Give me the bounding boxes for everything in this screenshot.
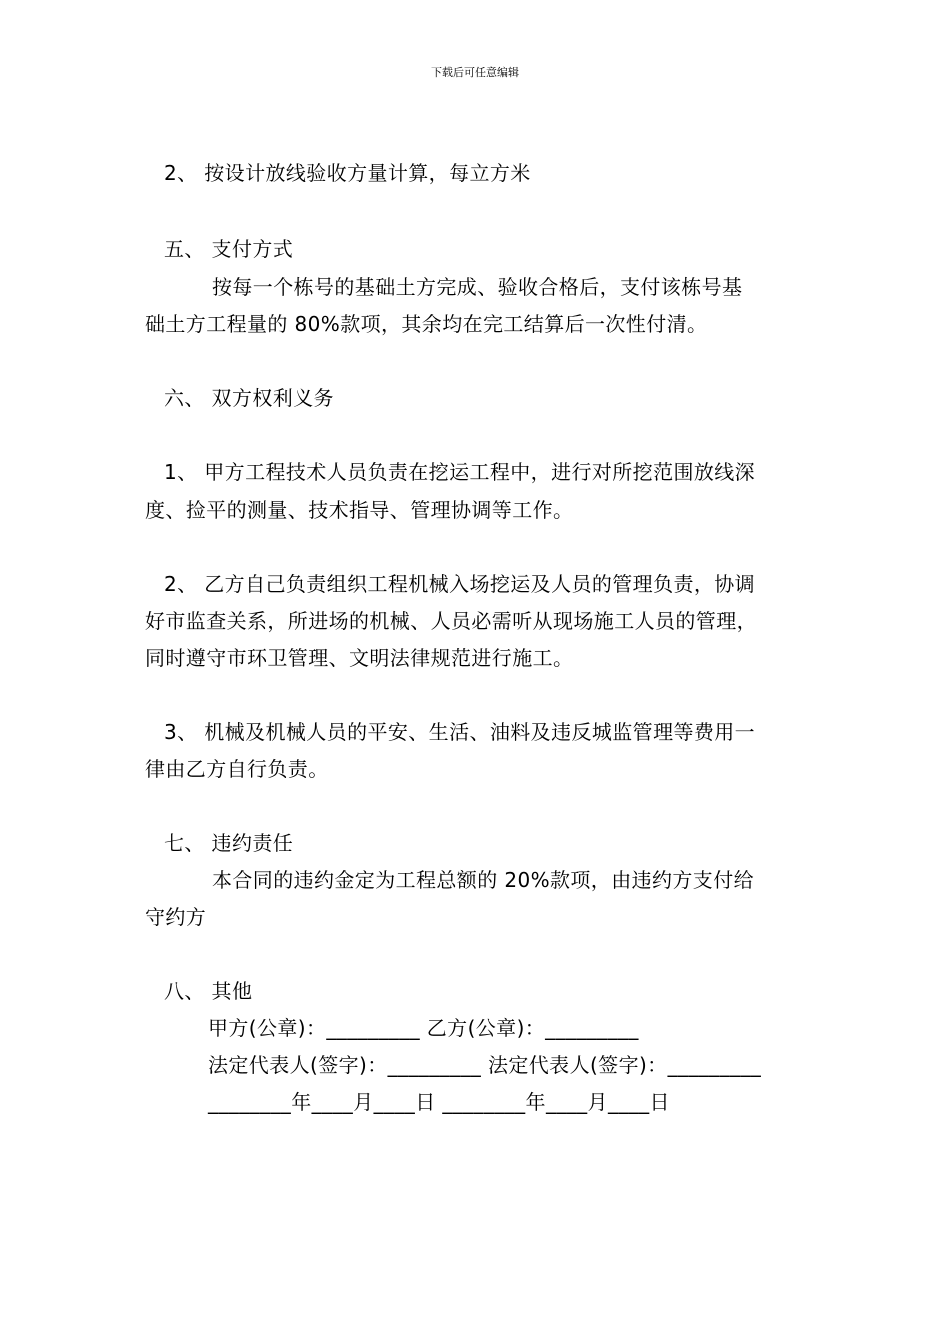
section-6-item-2-line-2: 好市监查关系，所进场的机械、人员必需听从现场施工人员的管理，: [145, 609, 757, 633]
section-6-item-1-line-2: 度、捡平的测量、技术指导、管理协调等工作。: [145, 498, 574, 522]
signature-representative-line: 法定代表人(签字)：_________ 法定代表人(签字)：_________: [208, 1053, 762, 1077]
section-5-paragraph-line-1: 按每一个栋号的基础土方完成、验收合格后，支付该栋号基: [212, 275, 743, 299]
section-7-title: 七、 违约责任: [164, 831, 294, 855]
section-8-title: 八、 其他: [164, 979, 253, 1003]
section-6-item-3-line-2: 律由乙方自行负责。: [145, 757, 329, 781]
signature-date-line: ________年____月____日 ________年____月____日: [208, 1090, 670, 1114]
section-6-item-1-line-1: 1、 甲方工程技术人员负责在挖运工程中，进行对所挖范围放线深: [164, 460, 756, 484]
section-6-item-2-line-3: 同时遵守市环卫管理、文明法律规范进行施工。: [145, 646, 574, 670]
page-header: 下载后可任意编辑: [431, 66, 519, 79]
section-5-title: 五、 支付方式: [164, 237, 294, 261]
section-6-title: 六、 双方权利义务: [164, 386, 334, 410]
section-6-item-3-line-1: 3、 机械及机械人员的平安、生活、油料及违反城监管理等费用一: [164, 720, 756, 744]
section-7-paragraph-line-1: 本合同的违约金定为工程总额的 20%款项，由违约方支付给: [212, 868, 755, 892]
section-7-paragraph-line-2: 守约方: [145, 905, 207, 929]
item-2-measurement: 2、 按设计放线验收方量计算，每立方米: [164, 161, 531, 185]
section-6-item-2-line-1: 2、 乙方自己负责组织工程机械入场挖运及人员的管理负责，协调: [164, 572, 756, 596]
signature-seal-line: 甲方(公章)：_________ 乙方(公章)：_________: [208, 1016, 639, 1040]
section-5-paragraph-line-2: 础土方工程量的 80%款项，其余均在完工结算后一次性付清。: [145, 312, 708, 336]
